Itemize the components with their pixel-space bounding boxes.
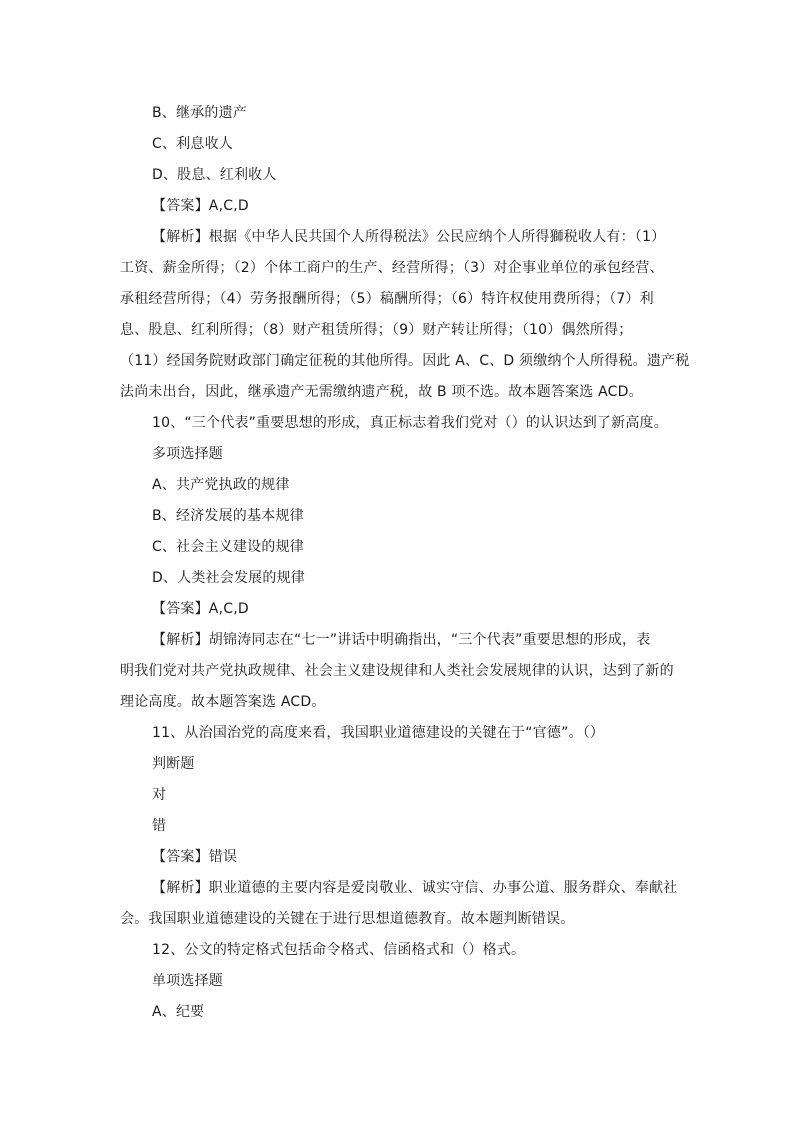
answer-line: 【答案】A,C,D (152, 601, 249, 617)
question-11: 11、从治国治党的高度来看，我国职业道德建设的关键在于“官德”。（） (152, 725, 605, 741)
question-type: 判断题 (152, 756, 195, 772)
option-c: C、利息收人 (152, 136, 233, 152)
analysis-line: 【解析】根据《中华人民共国个人所得税法》公民应纳个人所得獅税收人有：（1） (152, 229, 666, 245)
analysis-continuation: 理论高度。故本题答案选 ACD。 (120, 694, 326, 710)
option-false: 错 (152, 818, 167, 834)
option-d: D、股息、红利收人 (152, 167, 277, 183)
option-c: C、社会主义建设的规律 (152, 539, 304, 555)
option-true: 对 (152, 787, 167, 803)
analysis-continuation: 工资、薪金所得；（2）个体工商户的生产、经营所得；（3）对企事业单位的承包经营、 (120, 260, 664, 276)
question-12: 12、公文的特定格式包括命令格式、信函格式和（）格式。 (152, 942, 526, 958)
question-type: 多项选择题 (152, 446, 223, 462)
analysis-continuation: 息、股息、红利所得；（8）财产租赁所得；（9）财产转让所得；（10）偶然所得； (120, 322, 633, 338)
analysis-continuation: 明我们党对共产党执政规律、社会主义建设规律和人类社会发展规律的认识，达到了新的 (120, 663, 674, 679)
analysis-line: 【解析】职业道德的主要内容是爱岗敬业、诚实守信、办事公道、服务群众、奉献社 (152, 880, 678, 896)
answer-line: 【答案】A,C,D (152, 198, 249, 214)
option-b: B、继承的遗产 (152, 105, 248, 121)
analysis-continuation: 法尚未出台，因此，继承遗产无需缴纳遗产税，故 B 项不选。故本题答案选 ACD。 (120, 384, 643, 400)
option-a: A、纪要 (152, 1004, 205, 1020)
analysis-line: 【解析】胡锦涛同志在“七一”讲话中明确指出，“三个代表”重要思想的形成，表 (152, 632, 651, 648)
analysis-continuation: 会。我国职业道德建设的关键在于进行思想道德教育。故本题判断错误。 (120, 911, 575, 927)
option-a: A、共产党执政的规律 (152, 477, 290, 493)
option-d: D、人类社会发展的规律 (152, 570, 305, 586)
analysis-continuation: （11）经国务院财政部门确定征税的其他所得。因此 A、C、D 须缴纳个人所得税。遗产税 (120, 353, 690, 369)
answer-line: 【答案】错误 (152, 849, 238, 865)
option-b: B、经济发展的基本规律 (152, 508, 304, 524)
question-type: 单项选择题 (152, 973, 223, 989)
question-10: 10、“三个代表”重要思想的形成，真正标志着我们党对（）的认识达到了新高度。 (152, 415, 668, 431)
analysis-continuation: 承租经营所得；（4）劳务报酬所得；（5）稿酬所得；（6）特许权使用费所得；（7）利 (120, 291, 654, 307)
